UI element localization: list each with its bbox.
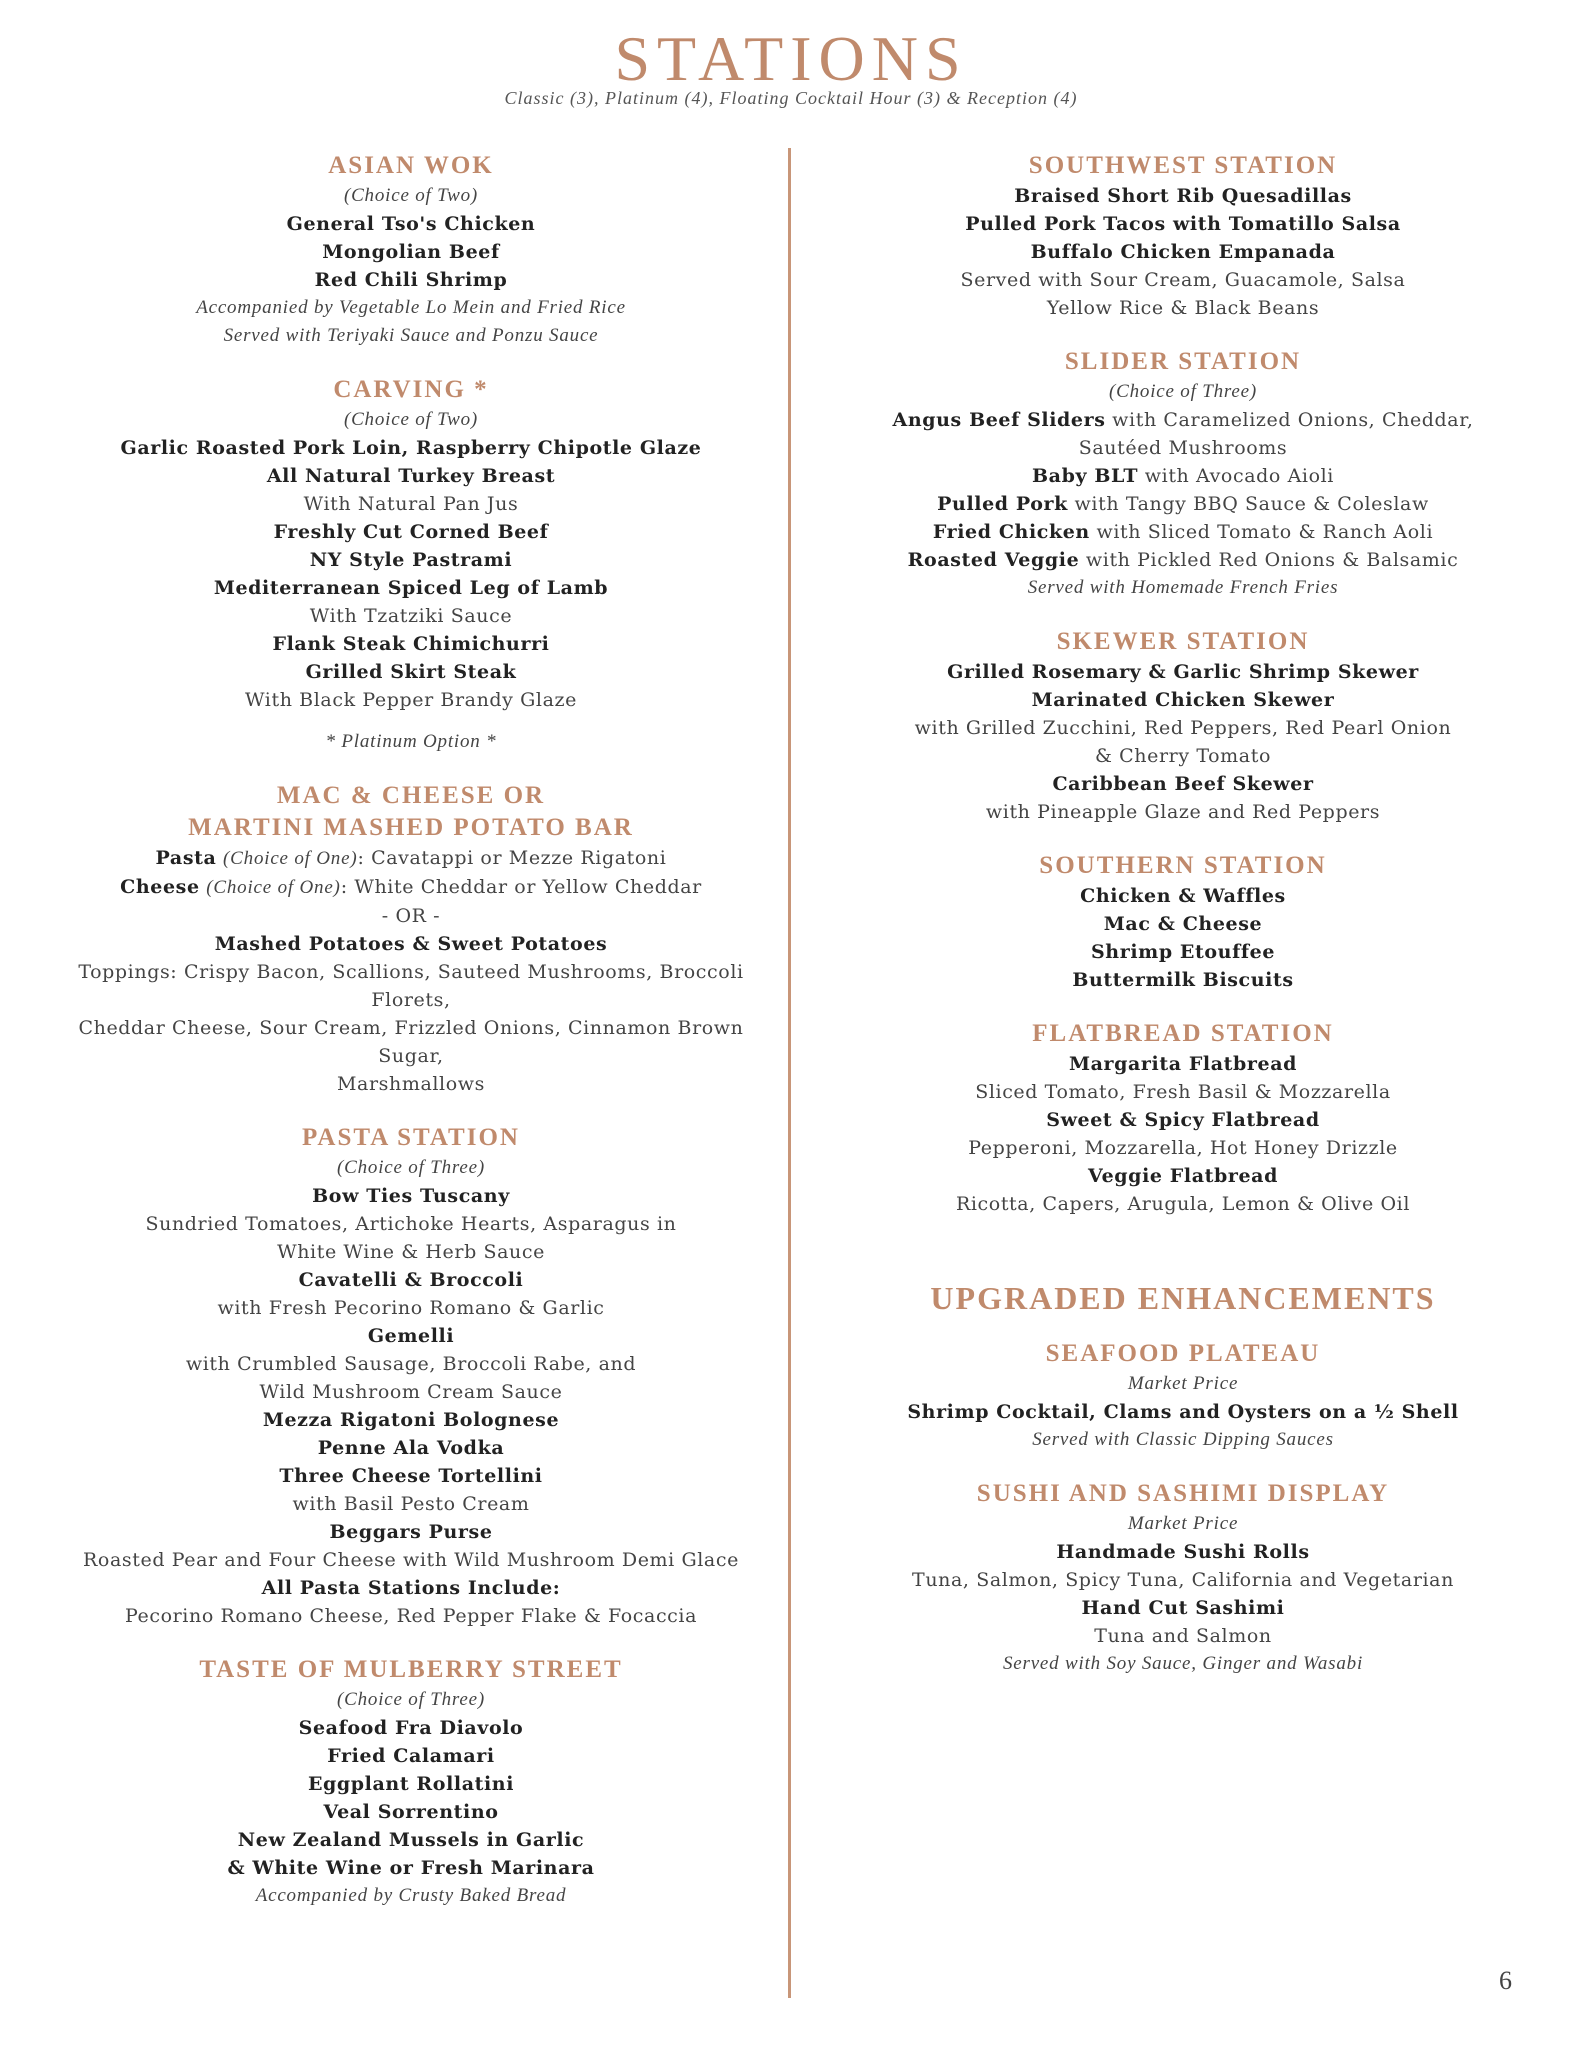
menu-item: Fried Calamari bbox=[327, 1745, 495, 1767]
menu-detail: with Pineapple Glaze and Red Peppers bbox=[985, 801, 1381, 823]
menu-detail: Sautéed Mushrooms bbox=[1078, 437, 1288, 459]
menu-detail: Yellow Rice & Black Beans bbox=[1046, 297, 1320, 319]
seafood-plateau-section bbox=[818, 1338, 1548, 1454]
menu-detail: Sliced Tomato, Fresh Basil & Mozzarella bbox=[975, 1081, 1391, 1103]
menu-note: Served with Classic Dipping Sauces bbox=[1032, 1429, 1334, 1450]
menu-item: Handmade Sushi Rolls bbox=[1056, 1541, 1310, 1563]
menu-detail: White Wine & Herb Sauce bbox=[277, 1241, 545, 1263]
menu-note: Accompanied by Vegetable Lo Mein and Fried Rice bbox=[196, 297, 626, 318]
menu-item: Veggie Flatbread bbox=[1088, 1165, 1278, 1187]
menu-detail: Roasted Pear and Four Cheese with Wild Mushroom Demi Glace bbox=[83, 1549, 739, 1571]
item-name: Angus Beef Sliders bbox=[892, 409, 1106, 431]
menu-detail: With Black Pepper Brandy Glaze bbox=[245, 689, 577, 711]
menu-item: Grilled Skirt Steak bbox=[305, 661, 517, 683]
menu-item-line bbox=[818, 490, 1548, 518]
carving-section bbox=[46, 374, 776, 756]
menu-detail: With Tzatziki Sauce bbox=[309, 605, 513, 627]
section-title: SUSHI AND SASHIMI DISPLAY bbox=[976, 1480, 1390, 1507]
item-name: Fried Chicken bbox=[932, 521, 1090, 543]
menu-item: Sweet & Spicy Flatbread bbox=[1046, 1109, 1320, 1131]
menu-note: Served with Homemade French Fries bbox=[1027, 577, 1339, 598]
menu-item: Garlic Roasted Pork Loin, Raspberry Chipotle Glaze bbox=[120, 437, 702, 459]
column-divider bbox=[788, 148, 791, 1998]
section-title: SEAFOOD PLATEAU bbox=[1045, 1340, 1321, 1367]
item-detail: with Avocado Aioli bbox=[1138, 465, 1334, 487]
section-title: CARVING * bbox=[333, 376, 489, 403]
section-title: MARTINI MASHED POTATO BAR bbox=[188, 814, 634, 841]
menu-item: All Natural Turkey Breast bbox=[266, 465, 556, 487]
menu-item: Freshly Cut Corned Beef bbox=[273, 521, 549, 543]
menu-item: Pulled Pork Tacos with Tomatillo Salsa bbox=[965, 213, 1401, 235]
menu-item: Mezza Rigatoni Bolognese bbox=[262, 1409, 560, 1431]
or-separator: - OR - bbox=[381, 905, 441, 927]
price-note: Market Price bbox=[1127, 1373, 1239, 1394]
pasta-station-section bbox=[46, 1122, 776, 1630]
section-title: PASTA STATION bbox=[302, 1124, 520, 1151]
menu-item: Mediterranean Spiced Leg of Lamb bbox=[213, 577, 609, 599]
menu-note: Accompanied by Crusty Baked Bread bbox=[255, 1885, 567, 1906]
menu-item: NY Style Pastrami bbox=[309, 549, 513, 571]
price-note: Market Price bbox=[1127, 1513, 1239, 1534]
menu-item-line bbox=[818, 546, 1548, 574]
mulberry-street-section bbox=[46, 1654, 776, 1910]
toppings-line: Cheddar Cheese, Sour Cream, Frizzled Onions, Cinnamon Brown Sugar, bbox=[78, 1017, 744, 1067]
page-number: 6 bbox=[1499, 1966, 1512, 1995]
menu-item: Braised Short Rib Quesadillas bbox=[1014, 185, 1352, 207]
slider-section bbox=[818, 346, 1548, 602]
choice-note: (Choice of Three) bbox=[1109, 381, 1257, 402]
asian-wok-section bbox=[46, 150, 776, 350]
item-detail: with Pickled Red Onions & Balsamic bbox=[1079, 549, 1459, 571]
menu-detail: with Grilled Zucchini, Red Peppers, Red Pearl Onion bbox=[914, 717, 1452, 739]
menu-detail: Tuna, Salmon, Spicy Tuna, California and Vegetarian bbox=[912, 1569, 1454, 1591]
platinum-note: * Platinum Option * bbox=[325, 731, 497, 752]
menu-item: New Zealand Mussels in Garlic bbox=[237, 1829, 585, 1851]
menu-item-line bbox=[818, 406, 1548, 434]
menu-item: & White Wine or Fresh Marinara bbox=[227, 1857, 595, 1879]
menu-item: Caribbean Beef Skewer bbox=[1052, 773, 1314, 795]
menu-item: Mongolian Beef bbox=[322, 241, 500, 263]
menu-item: Eggplant Rollatini bbox=[307, 1773, 515, 1795]
section-title: FLATBREAD STATION bbox=[1032, 1020, 1334, 1047]
menu-item: Margarita Flatbread bbox=[1068, 1053, 1298, 1075]
item-name: Roasted Veggie bbox=[907, 549, 1080, 571]
flatbread-section bbox=[818, 1018, 1548, 1218]
section-title: MAC & CHEESE OR bbox=[276, 782, 546, 809]
menu-item: Buttermilk Biscuits bbox=[1072, 969, 1294, 991]
menu-detail: Sundried Tomatoes, Artichoke Hearts, Asparagus in bbox=[145, 1213, 677, 1235]
menu-item-line bbox=[818, 462, 1548, 490]
pasta-label: Pasta bbox=[155, 847, 217, 869]
choice-note: (Choice of Three) bbox=[337, 1689, 485, 1710]
menu-item: Mashed Potatoes & Sweet Potatoes bbox=[214, 933, 608, 955]
menu-item: Buffalo Chicken Empanada bbox=[1030, 241, 1336, 263]
skewer-section bbox=[818, 626, 1548, 826]
toppings-line: Marshmallows bbox=[336, 1073, 485, 1095]
menu-item: Flank Steak Chimichurri bbox=[272, 633, 550, 655]
menu-detail: with Basil Pesto Cream bbox=[292, 1493, 530, 1515]
sushi-section bbox=[818, 1478, 1548, 1678]
menu-item: Veal Sorrentino bbox=[323, 1801, 499, 1823]
upgraded-enhancements-title: UPGRADED ENHANCEMENTS bbox=[930, 1280, 1436, 1316]
menu-note: Served with Soy Sauce, Ginger and Wasabi bbox=[1002, 1653, 1364, 1674]
menu-item: Three Cheese Tortellini bbox=[279, 1465, 543, 1487]
choice-note: (Choice of Three) bbox=[337, 1157, 485, 1178]
menu-item: Red Chili Shrimp bbox=[314, 269, 508, 291]
southern-section bbox=[818, 850, 1548, 994]
section-title: TASTE OF MULBERRY STREET bbox=[199, 1656, 623, 1683]
mac-cheese-section bbox=[46, 780, 776, 1098]
menu-item: Penne Ala Vodka bbox=[317, 1437, 505, 1459]
choice-note: (Choice of Two) bbox=[343, 185, 479, 206]
section-title: ASIAN WOK bbox=[328, 152, 494, 179]
section-title: SLIDER STATION bbox=[1064, 348, 1302, 375]
menu-item: Grilled Rosemary & Garlic Shrimp Skewer bbox=[947, 661, 1419, 683]
item-name: Baby BLT bbox=[1032, 465, 1139, 487]
choice-note: (Choice of Two) bbox=[343, 409, 479, 430]
menu-item: Seafood Fra Diavolo bbox=[298, 1717, 524, 1739]
item-detail: with Caramelized Onions, Cheddar, bbox=[1105, 409, 1474, 431]
menu-item: Marinated Chicken Skewer bbox=[1031, 689, 1335, 711]
cheese-options: : White Cheddar or Yellow Cheddar bbox=[340, 876, 702, 898]
menu-detail: Pepperoni, Mozzarella, Hot Honey Drizzle bbox=[968, 1137, 1398, 1159]
section-title: SOUTHERN STATION bbox=[1039, 852, 1327, 879]
menu-item: Shrimp Cocktail, Clams and Oysters on a ½ Shell bbox=[907, 1401, 1459, 1423]
cheese-label: Cheese bbox=[120, 876, 200, 898]
menu-item: Cavatelli & Broccoli bbox=[298, 1269, 524, 1291]
menu-detail: With Natural Pan Jus bbox=[303, 493, 519, 515]
menu-detail: Served with Sour Cream, Guacamole, Salsa bbox=[960, 269, 1406, 291]
menu-detail: with Fresh Pecorino Romano & Garlic bbox=[217, 1297, 605, 1319]
menu-detail: Tuna and Salmon bbox=[1094, 1625, 1272, 1647]
menu-item: Shrimp Etouffee bbox=[1090, 941, 1276, 963]
page-title: STATIONS bbox=[614, 23, 968, 94]
southwest-section bbox=[818, 150, 1548, 322]
menu-detail: with Crumbled Sausage, Broccoli Rabe, and bbox=[185, 1353, 637, 1375]
menu-detail: Wild Mushroom Cream Sauce bbox=[259, 1381, 563, 1403]
section-title: SKEWER STATION bbox=[1056, 628, 1310, 655]
menu-detail: & Cherry Tomato bbox=[1095, 745, 1271, 767]
menu-item: Mac & Cheese bbox=[1103, 913, 1263, 935]
menu-detail: Pecorino Romano Cheese, Red Pepper Flake & Focaccia bbox=[124, 1605, 698, 1627]
page-subtitle: Classic (3), Platinum (4), Floating Cocktail Hour (3) & Reception (4) bbox=[504, 88, 1078, 108]
menu-item: Chicken & Waffles bbox=[1080, 885, 1286, 907]
section-title: SOUTHWEST STATION bbox=[1028, 152, 1338, 179]
left-column bbox=[46, 150, 776, 1934]
menu-item: Bow Ties Tuscany bbox=[312, 1185, 510, 1207]
menu-note: Served with Teriyaki Sauce and Ponzu Sauce bbox=[223, 325, 599, 346]
pasta-choice-line bbox=[46, 844, 776, 873]
pasta-choice: (Choice of One) bbox=[223, 848, 358, 869]
menu-item-line bbox=[818, 518, 1548, 546]
menu-item: All Pasta Stations Include: bbox=[261, 1577, 561, 1599]
pasta-options: : Cavatappi or Mezze Rigatoni bbox=[357, 847, 667, 869]
menu-detail: Ricotta, Capers, Arugula, Lemon & Olive Oil bbox=[955, 1193, 1411, 1215]
item-name: Pulled Pork bbox=[937, 493, 1068, 515]
toppings-line: Toppings: Crispy Bacon, Scallions, Sauteed Mushrooms, Broccoli Florets, bbox=[78, 961, 744, 1011]
menu-item: Beggars Purse bbox=[329, 1521, 493, 1543]
menu-item: General Tso's Chicken bbox=[286, 213, 536, 235]
menu-item: Gemelli bbox=[367, 1325, 455, 1347]
item-detail: with Tangy BBQ Sauce & Coleslaw bbox=[1067, 493, 1429, 515]
menu-item: Hand Cut Sashimi bbox=[1081, 1597, 1285, 1619]
right-column bbox=[818, 150, 1548, 1702]
item-detail: with Sliced Tomato & Ranch Aoli bbox=[1089, 521, 1434, 543]
cheese-choice-line bbox=[46, 873, 776, 902]
cheese-choice: (Choice of One) bbox=[206, 877, 341, 898]
